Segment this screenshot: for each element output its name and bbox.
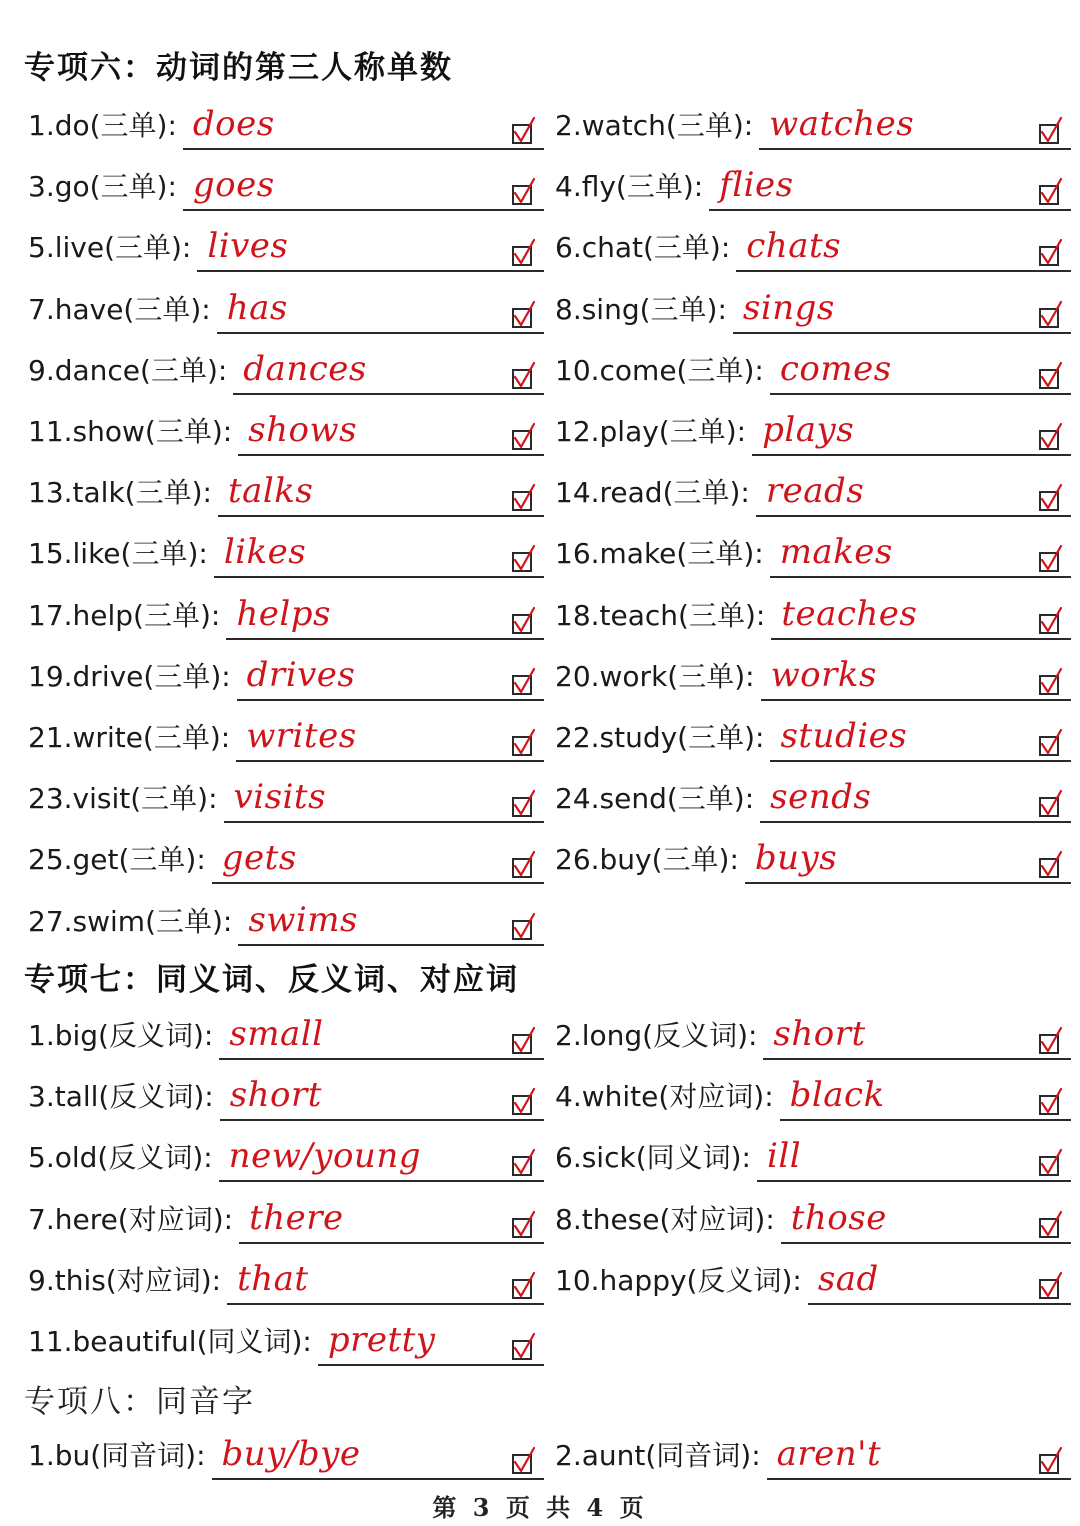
exercise-prompt: 25.get(三单):	[28, 843, 206, 877]
exercise-prompt: 1.big(反义词):	[28, 1019, 214, 1052]
exercise-prompt: 8.sing(三单):	[555, 292, 727, 326]
exercise-item	[555, 1249, 1071, 1309]
answer-line	[770, 760, 1071, 762]
exercise-item	[555, 400, 1071, 460]
checkmark-icon	[1038, 1148, 1064, 1178]
checkbox-checked-icon	[512, 1214, 534, 1238]
exercise-prompt: 3.tall(反义词):	[28, 1080, 214, 1114]
checkbox-checked-icon	[512, 242, 534, 266]
checkbox-checked-icon	[512, 671, 534, 695]
checkbox-checked-icon	[1039, 1030, 1061, 1054]
checkmark-icon	[1038, 728, 1064, 758]
answer-line	[226, 638, 544, 640]
checkmark-icon	[1038, 789, 1064, 819]
exercise-item	[555, 94, 1071, 154]
exercise-item	[28, 1188, 544, 1248]
exercise-prompt: 19.drive(三单):	[28, 659, 231, 693]
exercise-prompt: 4.white(对应词):	[555, 1080, 774, 1114]
checkmark-icon	[1038, 422, 1064, 452]
checkmark-icon	[511, 300, 537, 330]
checkmark-icon	[1038, 238, 1064, 268]
checkbox-checked-icon	[512, 1336, 534, 1360]
checkmark-icon	[1038, 667, 1064, 697]
checkmark-icon	[1038, 1026, 1064, 1056]
checkbox-checked-icon	[1039, 1275, 1061, 1299]
answer-line	[212, 1478, 544, 1480]
answer-line	[733, 332, 1071, 334]
page-footer: 第 3 页 共 4 页	[432, 1493, 648, 1522]
checkmark-icon	[511, 1446, 537, 1476]
checkmark-icon	[511, 728, 537, 758]
answer-line	[217, 332, 544, 334]
exercise-item	[555, 645, 1071, 705]
answer-line	[752, 454, 1071, 456]
exercise-item	[555, 706, 1071, 766]
answer-text: swims	[248, 899, 358, 940]
exercise-prompt: 5.old(反义词):	[28, 1141, 213, 1175]
answer-text: does	[192, 104, 275, 144]
answer-line	[709, 209, 1071, 211]
answer-line	[771, 638, 1071, 640]
exercise-prompt: 5.live(三单):	[28, 231, 192, 265]
answer-line	[780, 1119, 1071, 1121]
answer-line	[759, 148, 1071, 150]
exercise-prompt: 21.write(三单):	[28, 721, 231, 754]
exercise-item	[28, 1424, 544, 1484]
exercise-prompt: 26.buy(三单):	[555, 843, 739, 877]
exercise-prompt: 20.work(三单):	[555, 659, 755, 693]
checkmark-icon	[1038, 177, 1064, 207]
exercise-prompt: 13.talk(三单):	[28, 476, 212, 510]
answer-text: comes	[779, 348, 892, 389]
checkmark-icon	[1038, 1271, 1064, 1301]
answer-text: that	[237, 1258, 309, 1299]
answer-text: writes	[246, 716, 357, 756]
answer-line	[745, 882, 1071, 884]
answer-text: makes	[779, 532, 893, 573]
checkbox-checked-icon	[512, 916, 534, 940]
exercise-prompt: 10.happy(反义词):	[555, 1263, 802, 1297]
exercise-item	[28, 155, 544, 215]
checkmark-icon	[1038, 300, 1064, 330]
answer-line	[238, 944, 544, 946]
checkmark-icon	[511, 177, 537, 207]
checkbox-checked-icon	[1039, 365, 1061, 389]
checkbox-checked-icon	[512, 120, 534, 144]
answer-text: gets	[221, 838, 297, 879]
answer-line	[757, 1180, 1071, 1182]
exercise-item	[555, 461, 1071, 521]
exercise-item	[28, 461, 544, 521]
exercise-prompt: 2.aunt(同音词):	[555, 1439, 761, 1472]
exercise-item	[28, 216, 544, 276]
exercise-item	[28, 522, 544, 582]
checkmark-icon	[511, 1087, 537, 1117]
exercise-prompt: 12.play(三单):	[555, 415, 747, 448]
exercise-prompt: 18.teach(三单):	[555, 598, 766, 632]
answer-text: chats	[746, 226, 842, 267]
checkbox-checked-icon	[512, 548, 534, 572]
exercise-prompt: 9.this(对应词):	[28, 1263, 222, 1297]
checkmark-icon	[1038, 1210, 1064, 1240]
checkbox-checked-icon	[1039, 610, 1061, 634]
answer-line	[183, 209, 544, 211]
checkbox-checked-icon	[512, 1450, 534, 1474]
answer-line	[318, 1364, 544, 1366]
exercise-prompt: 6.chat(三单):	[555, 231, 731, 265]
answer-line	[219, 1058, 544, 1060]
exercise-prompt: 4.fly(三单):	[555, 170, 704, 204]
answer-text: shows	[248, 410, 358, 450]
exercise-item	[28, 1065, 544, 1125]
answer-line	[233, 393, 544, 395]
exercise-item	[555, 1065, 1071, 1125]
checkmark-icon	[511, 1026, 537, 1056]
checkmark-icon	[511, 1210, 537, 1240]
exercise-item	[28, 278, 544, 338]
answer-line	[239, 1242, 544, 1244]
exercise-item	[555, 155, 1071, 215]
checkbox-checked-icon	[1039, 487, 1061, 511]
answer-line	[214, 576, 544, 578]
answer-line	[770, 393, 1071, 395]
answer-line	[237, 699, 544, 701]
answer-text: goes	[192, 165, 275, 206]
answer-text: buys	[754, 838, 838, 879]
answer-line	[770, 576, 1071, 578]
answer-line	[238, 454, 544, 456]
answer-line	[760, 821, 1071, 823]
answer-text: there	[249, 1197, 344, 1238]
checkbox-checked-icon	[512, 304, 534, 328]
answer-text: watches	[769, 104, 915, 144]
checkbox-checked-icon	[512, 732, 534, 756]
checkbox-checked-icon	[1039, 548, 1061, 572]
answer-line	[219, 1180, 544, 1182]
answer-text: short	[229, 1075, 322, 1116]
answer-line	[763, 1058, 1071, 1060]
exercise-prompt: 3.go(三单):	[28, 170, 177, 204]
answer-text: new/young	[228, 1136, 421, 1177]
exercise-prompt: 27.swim(三单):	[28, 904, 233, 938]
exercise-item	[28, 1126, 544, 1186]
answer-text: aren't	[776, 1434, 882, 1474]
exercise-item	[28, 1249, 544, 1309]
answer-text: helps	[236, 593, 331, 634]
answer-line	[220, 1119, 544, 1121]
exercise-item	[28, 1004, 544, 1064]
checkbox-checked-icon	[1039, 304, 1061, 328]
checkmark-icon	[511, 361, 537, 391]
answer-line	[781, 1242, 1071, 1244]
exercise-item	[28, 1310, 544, 1370]
checkbox-checked-icon	[1039, 1152, 1061, 1176]
checkmark-icon	[1038, 1446, 1064, 1476]
checkbox-checked-icon	[512, 426, 534, 450]
checkbox-checked-icon	[512, 487, 534, 511]
checkmark-icon	[511, 116, 537, 146]
answer-line	[808, 1303, 1071, 1305]
exercise-item	[555, 1126, 1071, 1186]
exercise-item	[555, 767, 1071, 827]
answer-text: reads	[765, 471, 865, 512]
answer-text: teaches	[781, 593, 918, 634]
exercise-item	[555, 339, 1071, 399]
answer-text: sad	[817, 1258, 879, 1299]
checkmark-icon	[1038, 850, 1064, 880]
exercise-item	[28, 339, 544, 399]
answer-text: plays	[762, 410, 855, 450]
exercise-prompt: 16.make(三单):	[555, 537, 764, 571]
section-title: 专项八：同音字	[24, 1384, 255, 1420]
answer-text: buy/bye	[221, 1434, 361, 1474]
checkmark-icon	[1038, 544, 1064, 574]
checkmark-icon	[1038, 116, 1064, 146]
answer-line	[212, 882, 544, 884]
checkmark-icon	[511, 789, 537, 819]
exercise-prompt: 15.like(三单):	[28, 537, 208, 571]
checkmark-icon	[511, 912, 537, 942]
answer-text: ill	[766, 1136, 802, 1177]
checkbox-checked-icon	[1039, 1450, 1061, 1474]
exercise-item	[555, 1188, 1071, 1248]
answer-line	[736, 270, 1071, 272]
answer-line	[756, 515, 1071, 517]
exercise-item	[28, 890, 544, 950]
exercise-item	[28, 645, 544, 705]
checkbox-checked-icon	[1039, 854, 1061, 878]
checkbox-checked-icon	[512, 854, 534, 878]
answer-text: flies	[719, 165, 794, 206]
answer-line	[224, 821, 545, 823]
exercise-item	[28, 94, 544, 154]
answer-line	[218, 515, 544, 517]
exercise-item	[555, 584, 1071, 644]
checkbox-checked-icon	[512, 1275, 534, 1299]
exercise-prompt: 14.read(三单):	[555, 476, 750, 510]
checkmark-icon	[511, 238, 537, 268]
checkmark-icon	[1038, 483, 1064, 513]
answer-line	[183, 148, 544, 150]
exercise-item	[555, 1424, 1071, 1484]
checkmark-icon	[511, 1271, 537, 1301]
exercise-item	[28, 706, 544, 766]
answer-text: studies	[780, 716, 908, 756]
checkmark-icon	[511, 667, 537, 697]
exercise-prompt: 22.study(三单):	[555, 721, 765, 754]
exercise-item	[28, 584, 544, 644]
checkmark-icon	[1038, 361, 1064, 391]
exercise-item	[555, 522, 1071, 582]
checkbox-checked-icon	[512, 1152, 534, 1176]
checkmark-icon	[511, 606, 537, 636]
answer-text: works	[770, 654, 877, 695]
exercise-prompt: 24.send(三单):	[555, 782, 755, 816]
answer-text: sings	[742, 287, 835, 328]
exercise-prompt: 23.visit(三单):	[28, 782, 218, 816]
exercise-prompt: 1.bu(同音词):	[28, 1439, 206, 1472]
exercise-prompt: 11.show(三单):	[28, 415, 233, 448]
checkbox-checked-icon	[512, 1091, 534, 1115]
checkbox-checked-icon	[1039, 181, 1061, 205]
exercise-prompt: 2.long(反义词):	[555, 1019, 758, 1052]
checkbox-checked-icon	[1039, 793, 1061, 817]
exercise-item	[28, 767, 544, 827]
checkbox-checked-icon	[512, 181, 534, 205]
exercise-prompt: 10.come(三单):	[555, 353, 764, 387]
answer-text: talks	[227, 471, 314, 512]
answer-line	[236, 760, 544, 762]
exercise-prompt: 9.dance(三单):	[28, 353, 228, 387]
exercise-prompt: 7.here(对应词):	[28, 1202, 234, 1236]
answer-text: has	[226, 287, 288, 328]
checkbox-checked-icon	[1039, 242, 1061, 266]
checkbox-checked-icon	[1039, 1214, 1061, 1238]
checkmark-icon	[511, 1332, 537, 1362]
exercise-item	[555, 216, 1071, 276]
checkbox-checked-icon	[1039, 426, 1061, 450]
section-title: 专项七：同义词、反义词、对应词	[24, 962, 519, 998]
answer-text: lives	[207, 226, 289, 267]
answer-text: drives	[246, 654, 356, 695]
exercise-item	[28, 400, 544, 460]
checkbox-checked-icon	[1039, 1091, 1061, 1115]
checkmark-icon	[511, 544, 537, 574]
answer-line	[197, 270, 544, 272]
answer-line	[761, 699, 1071, 701]
checkbox-checked-icon	[512, 1030, 534, 1054]
checkbox-checked-icon	[512, 793, 534, 817]
exercise-prompt: 1.do(三单):	[28, 109, 177, 142]
answer-text: dances	[243, 348, 367, 389]
checkbox-checked-icon	[512, 610, 534, 634]
answer-text: likes	[223, 532, 307, 573]
exercise-prompt: 6.sick(同义词):	[555, 1141, 751, 1175]
answer-line	[767, 1478, 1071, 1480]
answer-text: those	[790, 1197, 887, 1238]
exercise-prompt: 11.beautiful(同义词):	[28, 1325, 312, 1358]
section-title: 专项六：动词的第三人称单数	[24, 50, 453, 86]
checkmark-icon	[511, 1148, 537, 1178]
checkmark-icon	[511, 850, 537, 880]
checkbox-checked-icon	[1039, 671, 1061, 695]
checkmark-icon	[1038, 606, 1064, 636]
answer-text: small	[229, 1014, 324, 1054]
exercise-prompt: 8.these(对应词):	[555, 1202, 775, 1236]
answer-text: pretty	[327, 1320, 436, 1360]
exercise-item	[555, 828, 1071, 888]
checkbox-checked-icon	[1039, 732, 1061, 756]
answer-text: sends	[770, 777, 872, 818]
checkbox-checked-icon	[1039, 120, 1061, 144]
answer-text: black	[789, 1075, 885, 1116]
answer-text: visits	[233, 777, 327, 818]
exercise-prompt: 17.help(三单):	[28, 598, 221, 632]
exercise-prompt: 7.have(三单):	[28, 292, 211, 326]
checkmark-icon	[511, 483, 537, 513]
answer-line	[227, 1303, 544, 1305]
exercise-prompt: 2.watch(三单):	[555, 109, 754, 142]
checkmark-icon	[511, 422, 537, 452]
checkmark-icon	[1038, 1087, 1064, 1117]
checkbox-checked-icon	[512, 365, 534, 389]
answer-text: short	[773, 1014, 866, 1054]
exercise-item	[555, 1004, 1071, 1064]
exercise-item	[555, 278, 1071, 338]
exercise-item	[28, 828, 544, 888]
